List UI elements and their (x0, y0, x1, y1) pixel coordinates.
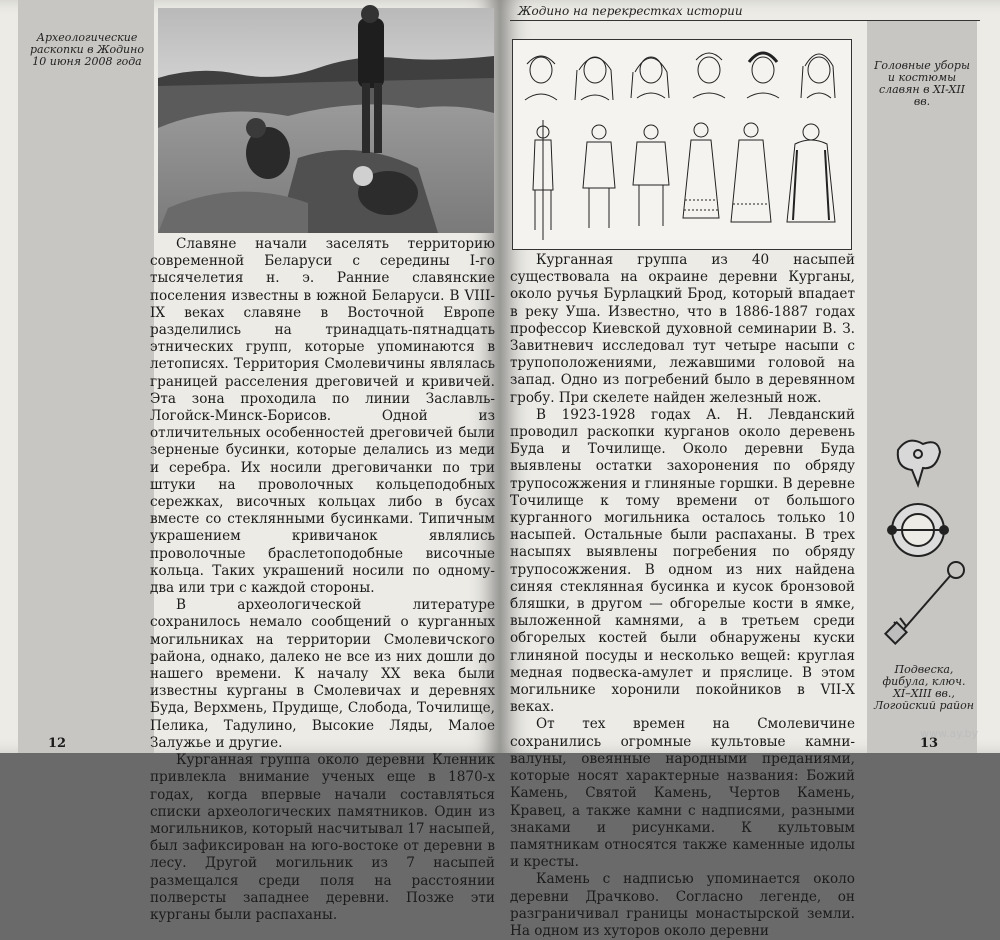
left-page (0, 0, 500, 923)
paragraph: Курганная группа из 40 насыпей существовала на окраине деревни Курганы, около ручья Бурлацкий Брод, который впадает в реку Уша. Известно, что в 1886-1887 годах профессор Киевской духовной семинарии В. З. Завитневич исследовал тут четыре насыпи с трупоположениями, лежавшими головой на запад. Одно из погребений было в деревянном гробу. При скелете найден железный нож. (510, 252, 855, 406)
left-margin-column (18, 0, 154, 753)
costume-6-icon (787, 124, 835, 222)
excavation-photo (158, 8, 494, 233)
right-body-text (510, 252, 855, 940)
head-4-icon (693, 53, 725, 98)
head-6-icon (801, 54, 835, 98)
paragraph: Камень с надписью упоминается около деревни Драчково. Согласно легенде, он разграничивал границы монастырской земли. На одном из хуторов около деревни (510, 871, 855, 939)
watermark: www.ay.by (920, 727, 979, 740)
costume-1-icon (533, 120, 553, 240)
costume-2-icon (583, 125, 615, 228)
paragraph: Курганная группа около деревни Кленник привлекла внимание ученых еще в 1870-х годах, когда впервые начали составляться списки археологических памятников. Один из могильников, который насчитывал 17 насыпей, был зафиксирован на юго-востоке от деревни в лесу. Другой могильник из 7 насыпей размещался среди поля на расстоянии полверсты западнее деревни. Позже эти курганы были распаханы. (150, 752, 495, 923)
fibula-icon (888, 504, 948, 556)
figure-caption: Головные уборы и костюмы славян в XI-XII вв. (874, 59, 970, 108)
costume-4-icon (683, 123, 719, 218)
head-1-icon (525, 56, 557, 100)
paragraph: Славяне начали заселять территорию современной Беларуси с середины I-го тысячелетия н. э. Ранние славянские поселения известны в южной Беларуси. В VIII-IX веках славяне в Восточной Европе разделились на тринадцать-пятнадцать этнических групп, которые упоминаются в летописях. Территория Смолевичины являлась границей расселения дреговичей и кривичей. Эта зона проходила по линии Заславль-Логойск-Минск-Борисов. Одной из отличительных особенностей дреговичей были зерненые бусинки, которые делались из меди и серебра. Их носили дреговичанки по три штуки на проволочных кольцеподобных сережках, височных кольцах либо в бусах вместе со стеклянными бусинками. Типичным украшением кривичанок являлись проволочные браслетоподобные височные кольца. Таких украшений носили по одному-два или три с каждой стороны. (150, 236, 495, 597)
paragraph: От тех времен на Смолевичине сохранились огромные культовые камни-валуны, овеянные народными преданиями, которые носят характерные названия: Божий Камень, Святой Камень, Чертов Камень, Кравец, а также камни с надписями, разными знаками и рисунками. К культовым памятникам относятся также каменные идолы и кресты. (510, 716, 855, 871)
left-body-text (150, 236, 495, 924)
key-icon (885, 562, 964, 644)
left-page-number: 12 (48, 736, 67, 751)
costume-illustration (512, 39, 852, 250)
artifacts-caption: Подвеска, фибула, ключ. XI–XIII вв., Логойский район (873, 663, 974, 712)
head-5-icon (747, 53, 779, 98)
paragraph: В 1923-1928 годах А. Н. Левданский проводил раскопки курганов около деревень Буда и Точилище. Около деревни Буда выявлены остатки захоронения по обряду трупосожжения и глиняные горшки. В деревне Точилище к тому времени от большого курганного могильника осталось только 10 насыпей. Остальные были распаханы. В трех насыпях выявлены погребения по обряду трупосожжения. В одном из них найдена синяя стеклянная бусинка и кусок бронзовой бляшки, в другом — обгорелые кости в ямке, выложенной камнями, а в третьем среди обгорелых костей были обнаружены куски глиняной посуды и несколько вещей: круглая медная подвеска-амулет и пряслице. В этом могильнике хоронили покойников в VII-X веках. (510, 406, 855, 716)
paragraph: В археологической литературе сохранилось немало сообщений о курганных могильниках на территории Смолевичского района, однако, далеко не все из них дошли до нашего времени. К началу XX века были известны курганы в Смолевичах и деревнях Буда, Верхмень, Прудище, Слобода, Точилище, Пелика, Тадулино, Высокие Ляды, Малое Залужье и другие. (150, 597, 495, 751)
photo-caption: Археологические раскопки в Жодино 10 июня 2008 года (30, 31, 144, 68)
right-page-number: 13 (920, 736, 939, 751)
head-2-icon (575, 57, 613, 100)
costume-3-icon (633, 125, 669, 226)
running-head: Жодино на перекрестках истории (518, 4, 743, 18)
head-3-icon (631, 57, 669, 98)
artifacts-illustration (878, 430, 973, 660)
costume-5-icon (731, 123, 771, 222)
header-rule (510, 20, 980, 21)
pendant-icon (898, 441, 940, 485)
